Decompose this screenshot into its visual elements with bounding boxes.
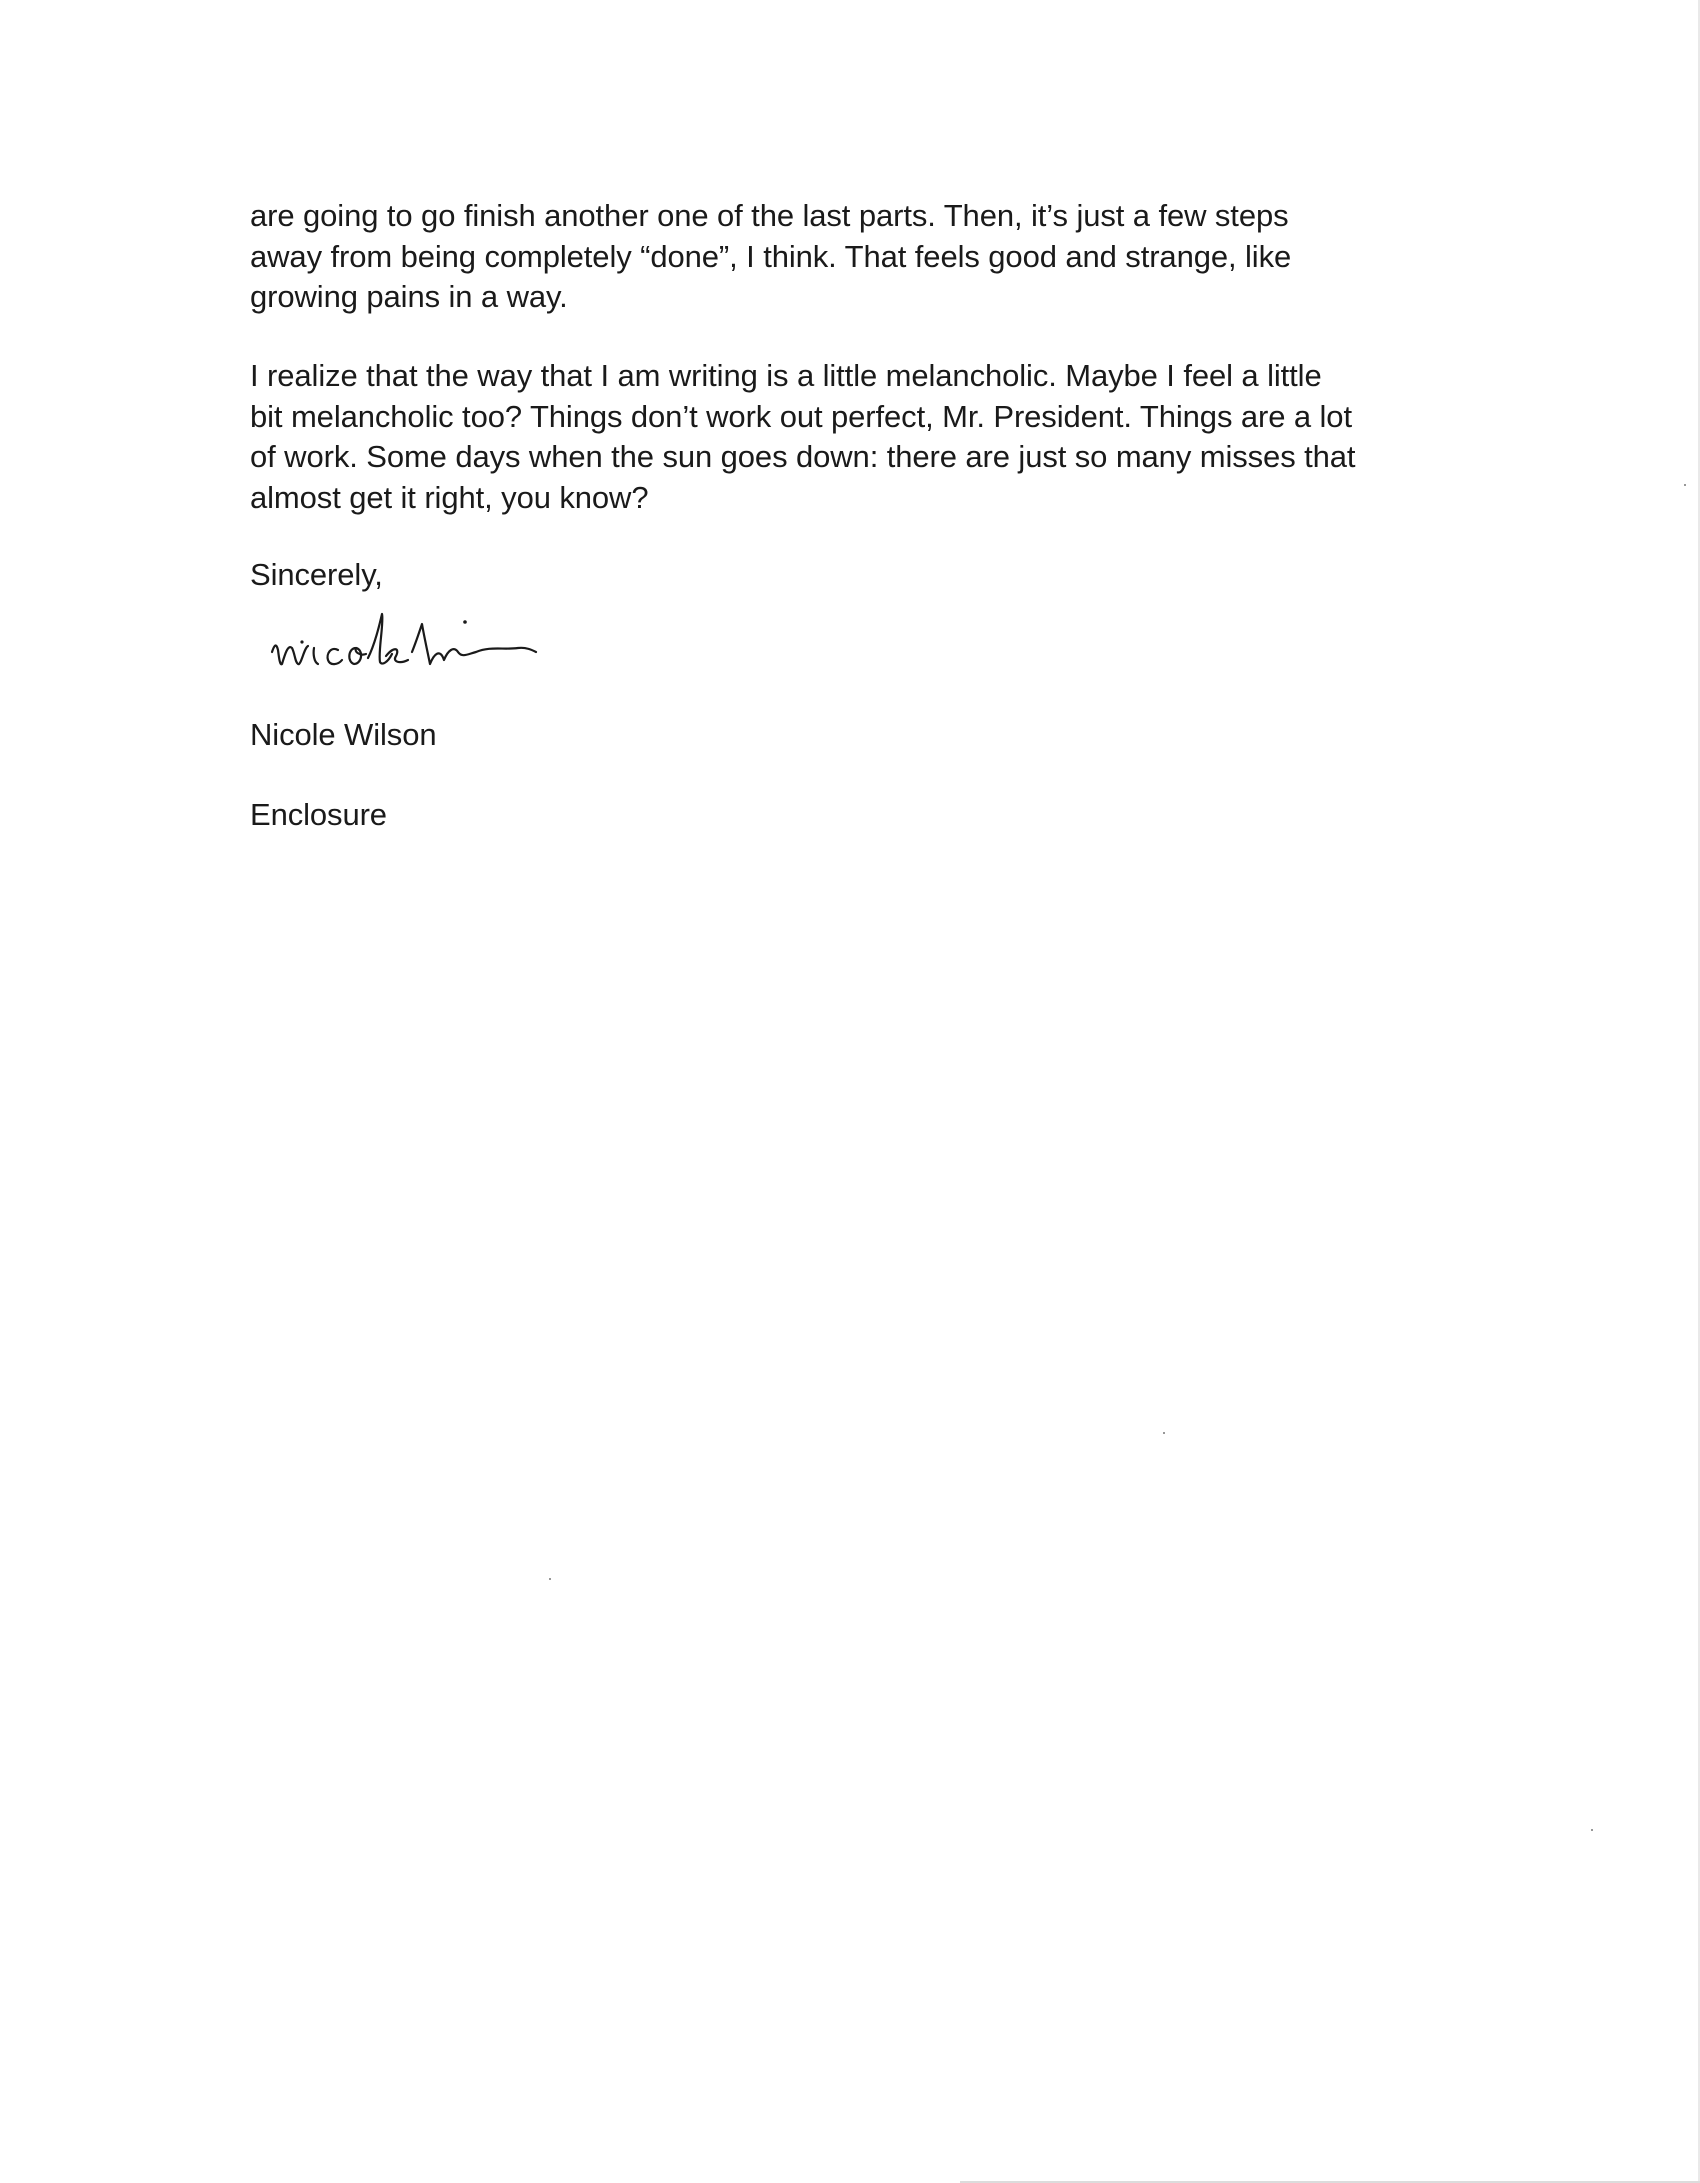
paragraph-line: almost get it right, you know? <box>250 479 649 515</box>
closing-salutation: Sincerely, <box>250 557 383 592</box>
signature-stroke <box>349 648 366 664</box>
paragraph-line: bit melancholic too? Things don’t work out perfect, Mr. President. Things are a lot <box>250 398 1352 434</box>
sender-name: Nicole Wilson <box>250 717 437 752</box>
scan-speck <box>1591 1829 1593 1831</box>
signature-dot <box>300 640 303 643</box>
paragraph-line: are going to go finish another one of the last parts. Then, it’s just a few steps <box>250 198 1289 233</box>
scan-speck <box>549 1578 551 1580</box>
body-paragraph-2 <box>250 356 1480 518</box>
handwritten-signature <box>268 602 588 682</box>
scan-speck <box>1684 484 1686 486</box>
paragraph-line: away from being completely “done”, I think. That feels good and strange, like <box>250 238 1292 274</box>
signature-stroke <box>314 648 318 664</box>
paragraph-line: growing pains in a way. <box>250 279 568 314</box>
signature-stroke <box>412 624 536 664</box>
scan-speck <box>1163 1432 1165 1434</box>
paragraph-line: of work. Some days when the sun goes down: there are just so many misses that <box>250 439 1356 474</box>
body-paragraph-1 <box>250 196 1480 318</box>
signature-stroke <box>272 646 308 665</box>
signature-stroke <box>328 649 342 664</box>
enclosure-note: Enclosure <box>250 797 387 832</box>
paragraph-line: I realize that the way that I am writing is a little melancholic. Maybe I feel a little <box>250 358 1322 393</box>
signature-dot <box>463 620 467 624</box>
signature-stroke <box>368 614 392 664</box>
